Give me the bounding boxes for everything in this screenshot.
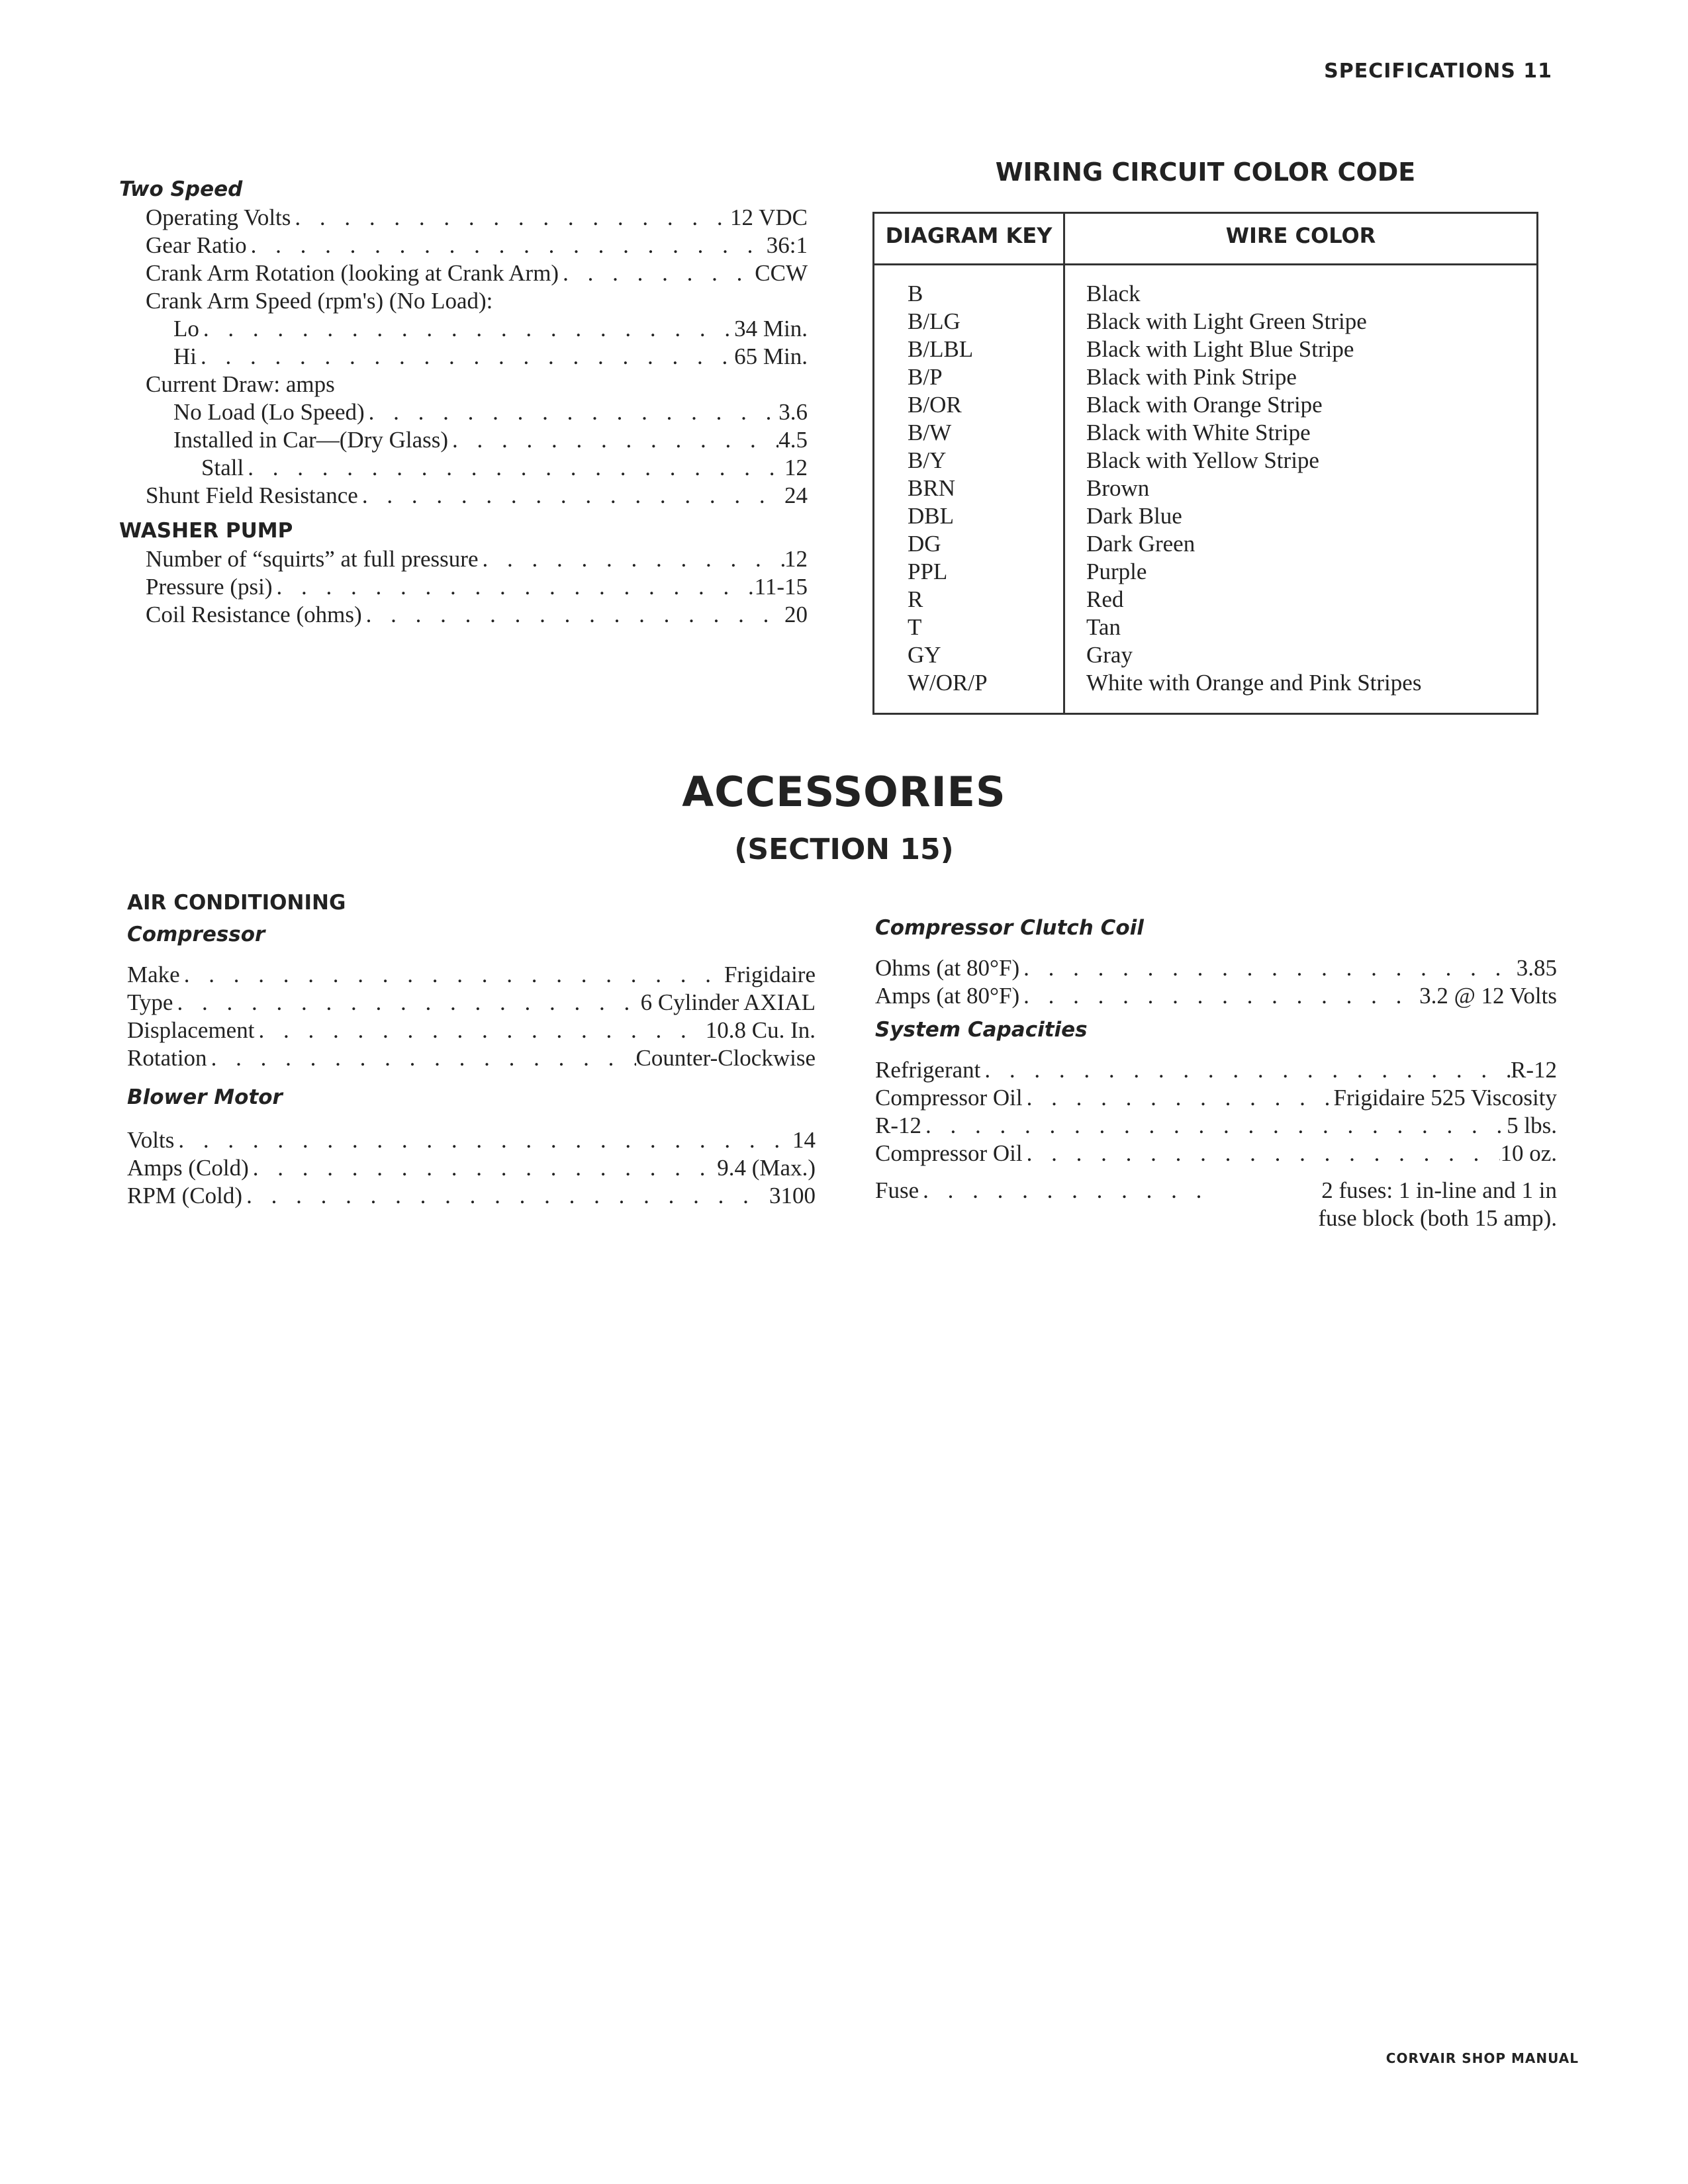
rotation-row: Rotation . . . Counter-Clockwise [127,1044,816,1072]
rpm-cold-row: RPM (Cold) . . . 3100 [127,1182,816,1210]
wire-color-cell: Purple [1086,559,1147,584]
diagram-key-cell: B/LG [908,308,961,334]
air-conditioning-heading: AIR CONDITIONING [127,891,346,915]
wire-color-cell: Gray [1086,642,1133,668]
wire-color-cell: Black [1086,281,1141,306]
diagram-key-column [908,280,988,697]
diagram-key-cell: B/W [908,420,952,445]
amps-cold-row: Amps (Cold) . . . 9.4 (Max.) [127,1154,816,1182]
current-draw-label: Current Draw: amps [146,371,335,397]
wire-color-cell: Black with White Stripe [1086,420,1311,445]
wire-color-cell: Black with Light Green Stripe [1086,308,1367,334]
displacement-row: Displacement . . . 10.8 Cu. In. [127,1017,816,1044]
wire-color-cell: Black with Pink Stripe [1086,364,1297,390]
diagram-key-cell: T [908,614,922,640]
coil-resistance-row: Coil Resistance (ohms) . . . 20 [146,601,808,629]
diagram-key-cell: B/OR [908,392,962,418]
fuse-value-line2: fuse block (both 15 amp). [1318,1205,1557,1231]
col-header-diagram-key: DIAGRAM KEY [885,223,1053,248]
type-row: Type . . . 6 Cylinder AXIAL [127,989,816,1017]
no-load-row: No Load (Lo Speed) . . . 3.6 [146,398,808,426]
page-header: SPECIFICATIONS 11 [1324,60,1552,83]
wire-color-cell: Brown [1086,475,1150,501]
diagram-key-cell: B/Y [908,447,947,473]
diagram-key-cell: PPL [908,559,948,584]
volts-row: Volts . . . 14 [127,1126,816,1154]
wire-color-cell: Dark Green [1086,531,1196,557]
two-speed-heading: Two Speed [119,177,243,201]
wire-color-column [1086,280,1421,697]
ohms-row: Ohms (at 80°F) . . . 3.85 [875,954,1557,982]
make-row: Make . . . Frigidaire [127,961,816,989]
washer-pump-heading: WASHER PUMP [119,519,293,543]
amps-80f-row: Amps (at 80°F) . . . 3.2 @ 12 Volts [875,982,1557,1010]
diagram-key-cell: DG [908,531,941,557]
crank-speed-label: Crank Arm Speed (rpm's) (No Load): [146,288,493,314]
pressure-row: Pressure (psi) . . . 11-15 [146,573,808,601]
wire-color-cell: Red [1086,586,1124,612]
wiring-title: WIRING CIRCUIT COLOR CODE [995,158,1416,187]
r12-row: R-12 . . . 5 lbs. [875,1112,1557,1140]
diagram-key-cell: BRN [908,475,955,501]
diagram-key-cell: B [908,281,923,306]
hi-row: Hi . . . 65 Min. [146,343,808,371]
wire-color-cell: Black with Light Blue Stripe [1086,336,1354,362]
fuse-row: Fuse . . . 2 fuses: 1 in-line and 1 in [875,1177,1557,1205]
air-conditioning-right [875,916,1557,1232]
clutch-coil-heading: Compressor Clutch Coil [875,916,1144,940]
compressor-oil-2-row: Compressor Oil . . . 10 oz. [875,1140,1557,1167]
compressor-heading: Compressor [127,923,265,946]
diagram-key-cell: B/LBL [908,336,974,362]
squirts-row: Number of “squirts” at full pressure . . . 12 [146,545,808,573]
page-footer: CORVAIR SHOP MANUAL [1385,2050,1579,2066]
wire-color-cell: White with Orange and Pink Stripes [1086,670,1422,696]
gear-ratio-row: Gear Ratio . . . 36:1 [146,232,808,259]
wire-color-cell: Black with Orange Stripe [1086,392,1323,418]
wire-color-cell: Tan [1086,614,1121,640]
wire-color-cell: Dark Blue [1086,503,1182,529]
diagram-key-cell: B/P [908,364,943,390]
two-speed-section [119,177,808,629]
installed-row: Installed in Car—(Dry Glass) . . . 4.5 [146,426,808,454]
refrigerant-row: Refrigerant . . . R-12 [875,1056,1557,1084]
blower-motor-heading: Blower Motor [127,1085,283,1109]
wire-color-cell: Black with Yellow Stripe [1086,447,1319,473]
system-capacities-heading: System Capacities [875,1018,1088,1042]
compressor-oil-row: Compressor Oil . . . Frigidaire 525 Viscosity [875,1084,1557,1112]
diagram-key-cell: R [908,586,923,612]
shunt-row: Shunt Field Resistance . . . 24 [146,482,808,510]
lo-row: Lo . . . 34 Min. [146,315,808,343]
diagram-key-cell: GY [908,642,941,668]
section-label: (SECTION 15) [734,833,954,866]
col-header-wire-color: WIRE COLOR [1225,223,1376,248]
air-conditioning-left [127,891,816,1210]
operating-volts-row: Operating Volts . . . 12 VDC [146,204,808,232]
diagram-key-cell: W/OR/P [908,670,988,696]
wiring-color-table [872,212,1538,715]
diagram-key-cell: DBL [908,503,954,529]
stall-row: Stall . . . 12 [146,454,808,482]
crank-rotation-row: Crank Arm Rotation (looking at Crank Arm) . . . CCW [146,259,808,287]
accessories-title: ACCESSORIES [682,768,1006,816]
